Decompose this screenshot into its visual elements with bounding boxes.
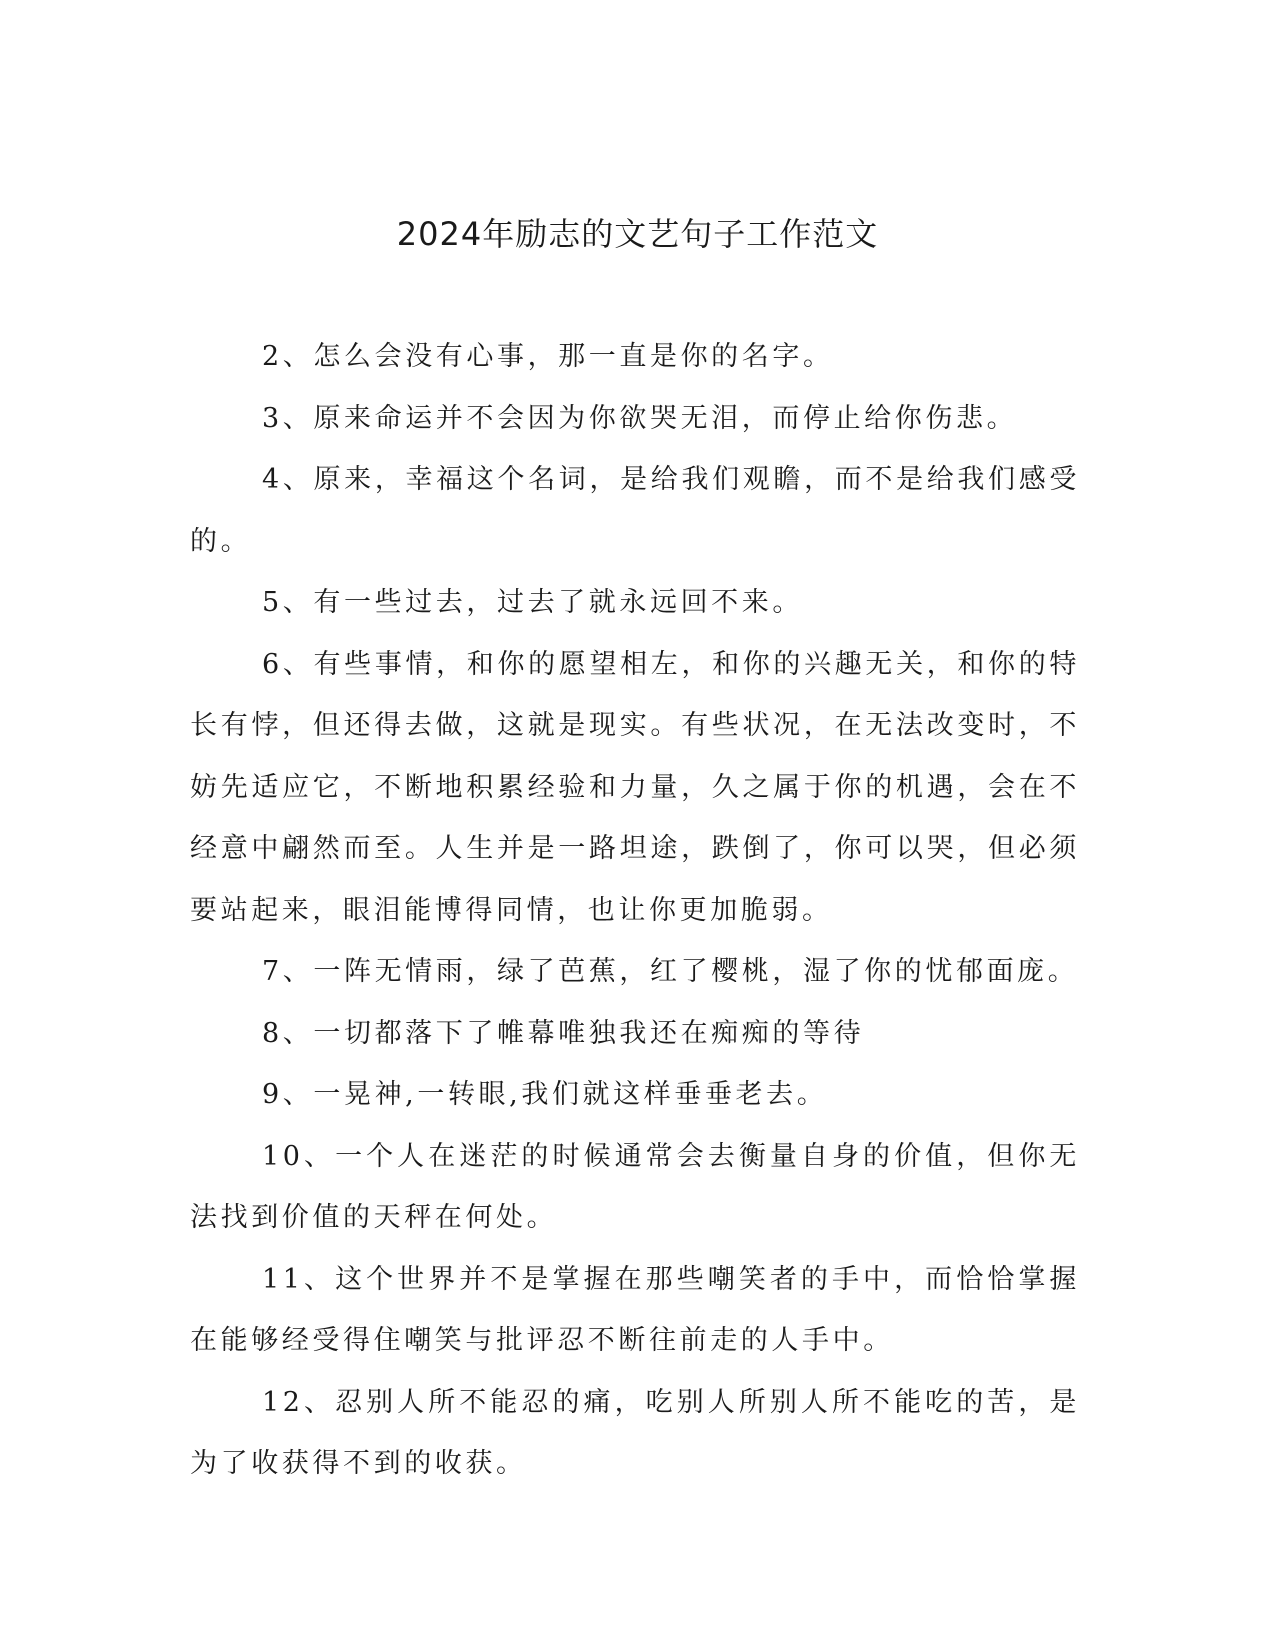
paragraph-item: 8、一切都落下了帷幕唯独我还在痴痴的等待 xyxy=(262,1017,865,1049)
document-body xyxy=(190,326,1080,1495)
paragraph-item: 3、原来命运并不会因为你欲哭无泪，而停止给你伤悲。 xyxy=(262,402,1018,434)
paragraph-item: 6、有些事情，和你的愿望相左，和你的兴趣无关，和你的特长有悖，但还得去做，这就是现实。有些状况，在无法改变时，不妨先适应它，不断地积累经验和力量，久之属于你的机遇，会在不经意中翩然而至。人生并是一路坦途，跌倒了，你可以哭，但必须要站起来，眼泪能博得同情，也让你更加脆弱。 xyxy=(190,648,1080,926)
paragraph-item: 9、一晃神,一转眼,我们就这样垂垂老去。 xyxy=(262,1079,828,1110)
paragraph-item: 10、一个人在迷茫的时候通常会去衡量自身的价值，但你无法找到价值的天秤在何处。 xyxy=(190,1140,1080,1233)
paragraph-item: 7、一阵无情雨，绿了芭蕉，红了樱桃，湿了你的忧郁面庞。 xyxy=(262,956,1079,987)
paragraph-item: 5、有一些过去，过去了就永远回不来。 xyxy=(262,587,803,618)
document-title: 2024年励志的文艺句子工作范文 xyxy=(396,215,879,253)
paragraph-item: 2、怎么会没有心事，那一直是你的名字。 xyxy=(262,341,834,372)
paragraph-item: 12、忍别人所不能忍的痛，吃别人所别人所不能吃的苦，是为了收获得不到的收获。 xyxy=(190,1386,1080,1479)
paragraph-item: 11、这个世界并不是掌握在那些嘲笑者的手中，而恰恰掌握在能够经受得住嘲笑与批评忍不断往前走的人手中。 xyxy=(190,1263,1080,1356)
paragraph-item: 4、原来，幸福这个名词，是给我们观瞻，而不是给我们感受的。 xyxy=(190,464,1080,557)
